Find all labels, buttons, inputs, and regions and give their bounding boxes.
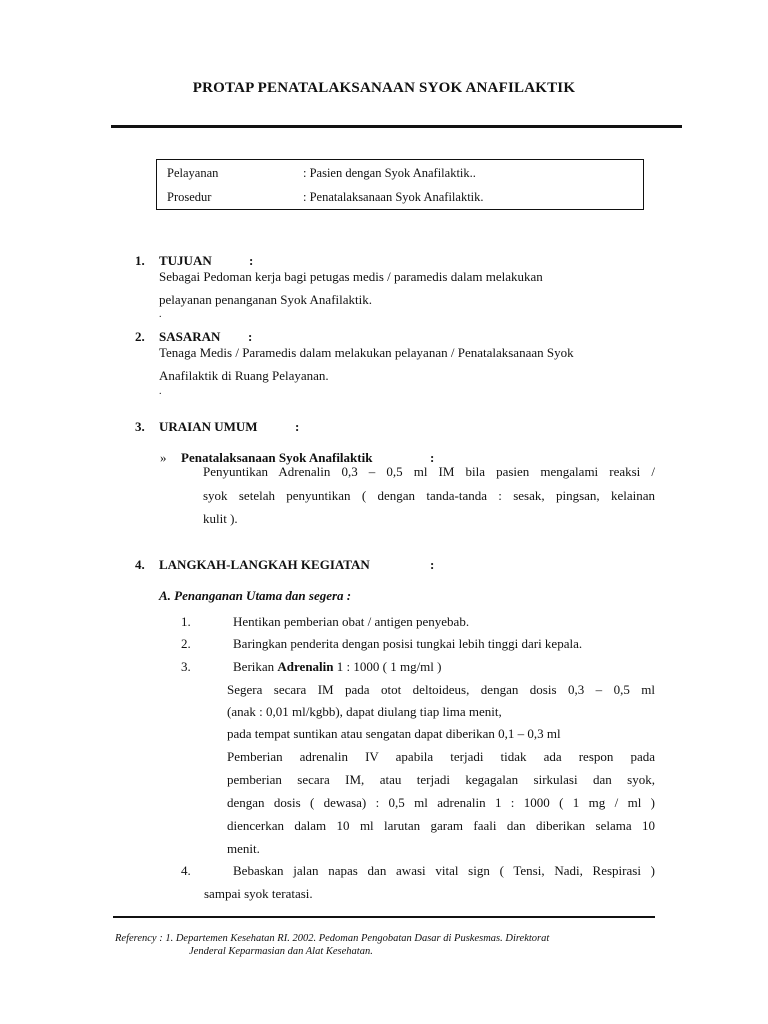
subsection-a-heading: A. Penanganan Utama dan segera : [159, 588, 352, 603]
step-3-line-3: pada tempat suntikan atau sengatan dapat diberikan 0,1 – 0,3 ml [227, 726, 561, 741]
step-4-continuation: sampai syok teratasi. [204, 886, 313, 901]
section-2-dot: . [159, 386, 162, 397]
section-3-heading: URAIAN UMUM [159, 419, 258, 434]
step-1-text: Hentikan pemberian obat / antigen penyebab. [233, 614, 470, 629]
step-3-text [233, 659, 441, 675]
step-3-post: 1 : 1000 ( 1 mg/ml ) [333, 659, 442, 674]
step-3-line-2: (anak : 0,01 ml/kgbb), dapat diulang tiap lima menit, [227, 704, 502, 719]
section-1-heading: TUJUAN [159, 253, 212, 268]
section-3-number: 3. [135, 419, 145, 434]
step-3-number: 3. [181, 659, 191, 674]
section-3-subcolon: : [430, 450, 435, 465]
section-3-colon: : [295, 419, 300, 434]
step-3-line-4: Pemberian adrenalin IV apabila terjadi tidak ada respon pada [227, 749, 655, 764]
step-3-line-6: dengan dosis ( dewasa) : 0,5 ml adrenalin 1 : 1000 ( 1 mg / ml ) [227, 795, 655, 810]
footer-divider [113, 916, 655, 918]
step-1-number: 1. [181, 614, 191, 629]
prosedur-value: : Penatalaksanaan Syok Anafilaktik. [303, 190, 484, 204]
step-3-line-5: pemberian secara IM, atau terjadi kegagalan sirkulasi dan syok, [227, 772, 655, 787]
section-4-number: 4. [135, 557, 145, 572]
step-3-bold: Adrenalin [277, 659, 334, 674]
step-3-pre: Berikan [233, 659, 278, 674]
section-2-number: 2. [135, 329, 145, 344]
step-3-line-1: Segera secara IM pada otot deltoideus, dengan dosis 0,3 – 0,5 ml [227, 682, 655, 697]
step-3-line-7: diencerkan dalam 10 ml larutan garam faali dan diberikan selama 10 [227, 818, 655, 833]
document-title: PROTAP PENATALAKSANAAN SYOK ANAFILAKTIK [192, 80, 576, 96]
reference-line-2: Jenderal Keparmasian dan Alat Kesehatan. [189, 946, 373, 957]
section-2-line-2: Anafilaktik di Ruang Pelayanan. [159, 368, 329, 383]
section-3-line-2: syok setelah penyuntikan ( dengan tanda-tanda : sesak, pingsan, kelainan [203, 488, 655, 503]
section-2-colon: : [248, 329, 253, 344]
section-4-heading: LANGKAH-LANGKAH KEGIATAN [159, 557, 370, 572]
section-1-colon: : [249, 253, 254, 268]
step-2-number: 2. [181, 636, 191, 651]
step-4-number: 4. [181, 863, 191, 878]
step-4-text: Bebaskan jalan napas dan awasi vital sign ( Tensi, Nadi, Respirasi ) [233, 863, 655, 878]
section-4-colon: : [430, 557, 435, 572]
section-1-number: 1. [135, 253, 145, 268]
info-box [156, 159, 644, 210]
section-1-line-1: Sebagai Pedoman kerja bagi petugas medis / paramedis dalam melakukan [159, 269, 543, 284]
bullet-icon: » [160, 450, 167, 465]
prosedur-label: Prosedur [167, 190, 212, 204]
title-divider [111, 125, 682, 128]
pelayanan-label: Pelayanan [167, 166, 219, 180]
section-3-line-3: kulit ). [203, 511, 238, 526]
section-2-heading: SASARAN [159, 329, 221, 344]
section-1-dot: . [159, 309, 162, 320]
section-3-line-1: Penyuntikan Adrenalin 0,3 – 0,5 ml IM bila pasien mengalami reaksi / [203, 464, 655, 479]
step-2-text: Baringkan penderita dengan posisi tungkai lebih tinggi dari kepala. [233, 636, 583, 651]
pelayanan-value: : Pasien dengan Syok Anafilaktik.. [303, 166, 476, 180]
reference-line-1: Referency : 1. Departemen Kesehatan RI. 2002. Pedoman Pengobatan Dasar di Puskesmas. Direktorat [115, 933, 550, 944]
section-3-subheading: Penatalaksanaan Syok Anafilaktik [181, 450, 373, 465]
step-3-line-8: menit. [227, 841, 260, 856]
section-2-line-1: Tenaga Medis / Paramedis dalam melakukan pelayanan / Penatalaksanaan Syok [159, 345, 574, 360]
section-1-line-2: pelayanan penanganan Syok Anafilaktik. [159, 292, 372, 307]
